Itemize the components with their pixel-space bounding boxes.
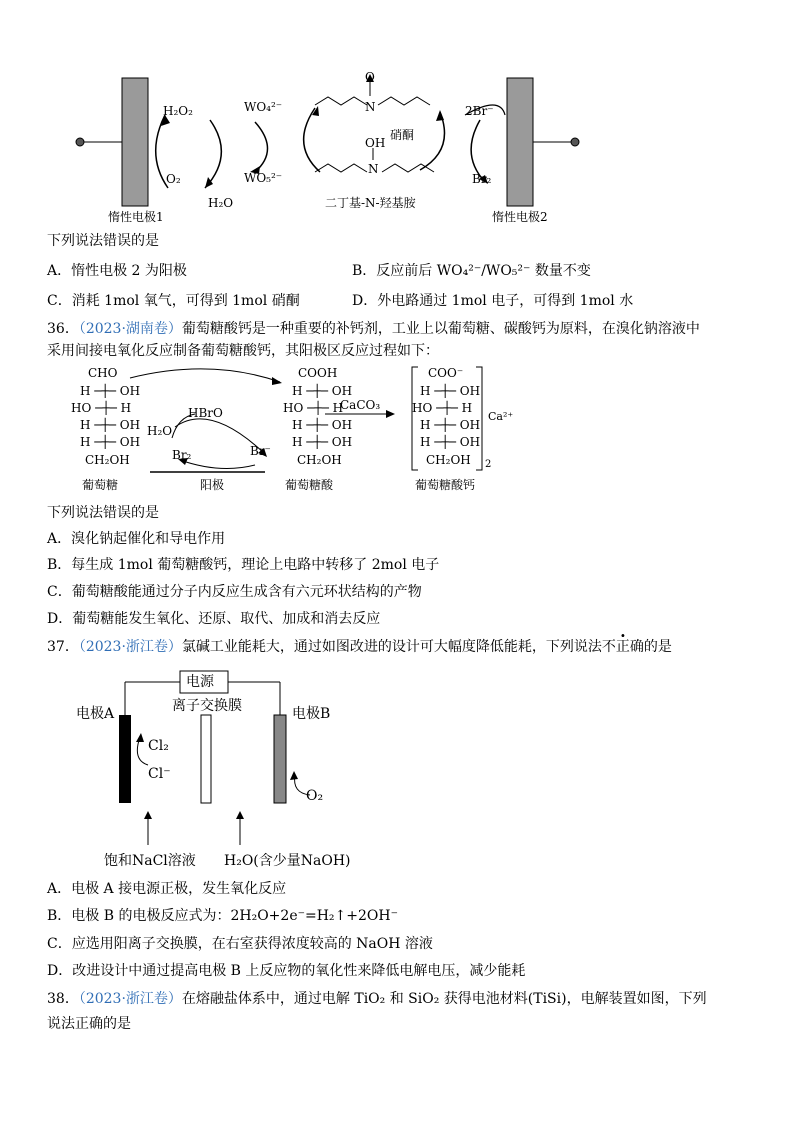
q38-line1 [47,990,707,1008]
label-wo4: WO₄²⁻ [244,100,283,114]
label-electrode-a: 电极A [76,706,115,722]
q36-text-1: 葡萄糖酸钙是一种重要的补钙剂，工业上以葡萄糖、碳酸钙为原料，在溴化钠溶液中 [181,321,700,337]
q37-line [47,638,672,656]
q38-text-1: 在熔融盐体系中，通过电解 TiO₂ 和 SiO₂ 获得电池材料(TiSi)，电解装置如图，下列 [181,991,707,1007]
calcium-row3: H ─┼─ OH [420,418,481,432]
calcium-row4: H ─┼─ OH [420,435,481,449]
label-o2: O₂ [306,788,324,804]
label-h2o2: H₂O₂ [163,104,193,118]
gluconic-row2: HO ─┼─ H [283,401,344,415]
figure-nitrone-electrolysis [60,60,600,230]
q35-option-c: C．消耗 1mol 氧气，可得到 1mol 硝酮 [47,293,300,309]
q36-option-c: C．葡萄糖酸能通过分子内反应生成含有六元环状结构的产物 [47,584,422,600]
q37-option-d: D．改进设计中通过提高电极 B 上反应物的氧化性来降低电解电压，减少能耗 [47,963,526,979]
label-gluconic: 葡萄糖酸 [285,478,334,492]
gluconic-row3: H ─┼─ OH [292,418,353,432]
calcium-ion: Ca²⁺ [488,410,514,423]
label-nitrone-n: N [365,100,376,114]
label-br2-anode: Br₂ [172,448,192,462]
label-wo5: WO₅²⁻ [244,171,283,185]
label-calcium-gluconate: 葡萄糖酸钙 [415,478,476,492]
calcium-ch2oh: CH₂OH [426,453,471,467]
figure-chlor-alkali-svg [70,665,390,845]
gluconic-row1: H ─┼─ OH [292,384,353,398]
q37-option-a: A．电极 A 接电源正极，发生氧化反应 [47,881,287,897]
q35-stem: 下列说法错误的是 [47,233,159,249]
gluconic-row4: H ─┼─ OH [292,435,353,449]
label-electrode-1: 惰性电极1 [108,210,164,224]
q38-source: （2023·浙江卷） [78,991,182,1007]
q36-option-a: A．溴化钠起催化和导电作用 [47,531,226,547]
q36-number: 36． [47,321,79,337]
gluconic-ch2oh: CH₂OH [297,453,342,467]
figure-gluconate [60,362,514,497]
label-electrode-2: 惰性电极2 [492,210,548,224]
label-nitrone: 硝酮 [390,128,415,142]
q37-option-b: B．电极 B 的电极反应式为：2H₂O+2e⁻=H₂↑+2OH⁻ [47,908,398,924]
label-caco3: CaCO₃ [340,398,381,412]
label-cl2: Cl₂ [148,738,169,754]
q36-source: （2023·湖南卷） [78,321,182,337]
label-amine: 二丁基-N-羟基胺 [325,196,416,210]
label-br-minus-anode: Br⁻ [250,444,271,458]
calcium-row1: H ─┼─ OH [420,384,481,398]
glucose-row1: H ─┼─ OH [80,384,141,398]
gluconic-cooh: COOH [298,366,338,380]
q37-option-c: C．应选用阳离子交换膜，在右室获得浓度较高的 NaOH 溶液 [47,936,433,952]
label-amine-oh: OH [365,136,386,150]
label-h2o-anode: H₂O [147,424,173,438]
label-glucose: 葡萄糖 [82,478,119,492]
q37-emphasis: 不正确 [601,639,644,655]
q37-source: （2023·浙江卷） [78,639,182,655]
calcium-row2: HO ─┼─ H [412,401,473,415]
q36-line1 [47,320,700,338]
figure-chlor-alkali [70,665,390,845]
label-o2-left: O₂ [166,172,181,186]
glucose-row4: H ─┼─ OH [80,435,141,449]
label-nitrone-o: O [365,70,375,84]
q38-line2: 说法正确的是 [47,1016,131,1032]
label-right-solution: H₂O(含少量NaOH) [224,853,351,869]
label-cl-minus: Cl⁻ [148,766,171,782]
label-power: 电源 [186,674,214,690]
label-electrode-b: 电极B [292,706,331,722]
q35-option-d: D．外电路通过 1mol 电子，可得到 1mol 水 [352,293,634,309]
glucose-row3: H ─┼─ OH [80,418,141,432]
q37-text-end: 的是 [643,639,672,655]
label-br-minus: 2Br⁻ [465,104,494,118]
label-br2: Br₂ [472,172,492,186]
label-membrane: 离子交换膜 [172,698,242,714]
label-h2o-left: H₂O [208,196,234,210]
electrode-1-plate [122,78,148,206]
q36-option-d: D．葡萄糖能发生氧化、还原、取代、加成和消去反应 [47,611,381,627]
calcium-subscript: 2 [485,459,492,470]
label-anode: 阳极 [200,478,225,492]
glucose-ch2oh: CH₂OH [85,453,130,467]
label-hbro: HBrO [188,406,223,420]
q36-option-b: B．每生成 1mol 葡萄糖酸钙，理论上电路中转移了 2mol 电子 [47,557,440,573]
q37-number: 37． [47,639,79,655]
glucose-cho: CHO [88,366,118,380]
q37-text: 氯碱工业能耗大，通过如图改进的设计可大幅度降低能耗，下列说法 [181,639,602,655]
glucose-row2: HO ─┼─ H [71,401,132,415]
calcium-coo: COO⁻ [428,366,464,380]
electrode-2-plate [507,78,533,206]
q35-option-b: B．反应前后 WO₄²⁻/WO₅²⁻ 数量不变 [352,263,591,279]
q36-line2: 采用间接电氧化反应制备葡萄糖酸钙，其阳极区反应过程如下： [47,343,439,359]
label-left-solution: 饱和NaCl溶液 [104,853,196,869]
q36-stem: 下列说法错误的是 [47,505,159,521]
label-amine-n: N [368,162,379,176]
q38-number: 38． [47,991,79,1007]
q35-option-a: A．惰性电极 2 为阳极 [47,263,187,279]
